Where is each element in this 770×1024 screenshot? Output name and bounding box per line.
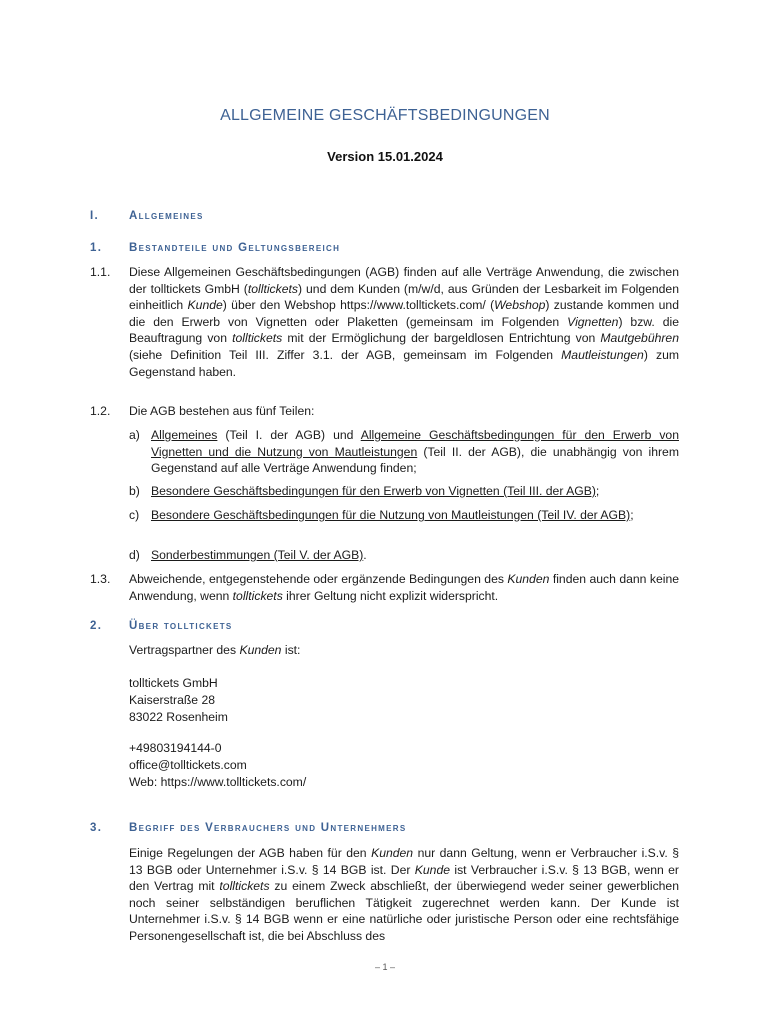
company-web: Web: https://www.tolltickets.com/	[129, 775, 307, 789]
list-item-a: Allgemeines (Teil I. der AGB) und Allgemeine Geschäftsbedingungen für den Erwerb von Vignetten und die Nutzung von Mautleistungen (Teil II. der AGB), die unabhängig von ihrem Gegenstand auf alle Verträge Anwendung finden;	[151, 428, 679, 476]
company-name: tolltickets GmbH	[129, 676, 218, 690]
section-label: Bestandteile und Geltungsbereich	[129, 242, 341, 254]
list-item-label-c: c)	[129, 508, 140, 522]
page-number: – 1 –	[374, 962, 396, 972]
section-number: 2.	[90, 620, 103, 632]
part-number: I.	[90, 210, 99, 222]
company-phone: +49803194144-0	[129, 741, 222, 755]
document-title: ALLGEMEINE GESCHÄFTSBEDINGUNGEN	[220, 107, 550, 124]
document-version: Version 15.01.2024	[327, 149, 443, 164]
company-street: Kaiserstraße 28	[129, 693, 216, 707]
section-number: 1.	[90, 242, 103, 254]
company-city: 83022 Rosenheim	[129, 710, 228, 724]
section-number: 3.	[90, 822, 103, 834]
paragraph-1-1: Diese Allgemeinen Geschäftsbedingungen (AGB) finden auf alle Verträge Anwendung, die zwischen der tolltickets GmbH (tolltickets) und dem Kunden (m/w/d, aus Gründen der Lesbarkeit im Folgenden einheitlich Kunde) über den Webshop https://www.tolltickets.com/ (Webshop) zustande kommen und die den Erwerb von Vignetten oder Plaketten (gemeinsam im Folgenden Vignetten) bzw. die Beauftragung von tolltickets mit der Ermöglichung der bargeldlosen Entrichtung von Mautgebühren (siehe Definition Teil III. Ziffer 3.1. der AGB, gemeinsam im Folgenden Mautleistungen) zum Gegenstand haben.	[129, 265, 680, 379]
paragraph-number-1-3: 1.3.	[90, 572, 111, 586]
part-label: Allgemeines	[129, 210, 204, 222]
list-item-label-d: d)	[129, 548, 140, 562]
list-item-b: Besondere Geschäftsbedingungen für den Erwerb von Vignetten (Teil III. der AGB);	[151, 484, 600, 498]
paragraph-1-3: Abweichende, entgegenstehende oder ergänzende Bedingungen des Kunden finden auch dann keine Anwendung, wenn tolltickets ihrer Geltung nicht explizit widerspricht.	[129, 572, 679, 603]
list-item-d: Sonderbestimmungen (Teil V. der AGB).	[151, 548, 367, 562]
section-label: Über tolltickets	[129, 620, 233, 632]
list-item-label-b: b)	[129, 484, 140, 498]
paragraph-number-1-2: 1.2.	[90, 404, 111, 418]
paragraph-number-1-1: 1.1.	[90, 265, 111, 279]
section-label: Begriff des Verbrauchers und Unternehmers	[129, 822, 407, 834]
contract-partner-intro: Vertragspartner des Kunden ist:	[129, 643, 301, 657]
list-item-label-a: a)	[129, 428, 140, 442]
paragraph-3: Einige Regelungen der AGB haben für den Kunden nur dann Geltung, wenn er Verbraucher i.S.v. § 13 BGB oder Unternehmer i.S.v. § 14 BGB ist. Der Kunde ist Verbraucher i.S.v. § 13 BGB, wenn er den Vertrag mit tolltickets zu einem Zweck abschließt, der überwiegend weder seiner gewerblichen noch seiner selbständigen beruflichen Tätigkeit zugerechnet werden kann. Der Kunde ist Unternehmer i.S.v. § 14 BGB wenn er eine natürliche oder juristische Person oder eine rechtsfähige Personengesellschaft ist, die bei Abschluss des	[129, 846, 680, 943]
list-item-c: Besondere Geschäftsbedingungen für die Nutzung von Mautleistungen (Teil IV. der AGB);	[151, 508, 634, 522]
paragraph-1-2-intro: Die AGB bestehen aus fünf Teilen:	[129, 404, 315, 418]
company-email: office@tolltickets.com	[129, 758, 247, 772]
